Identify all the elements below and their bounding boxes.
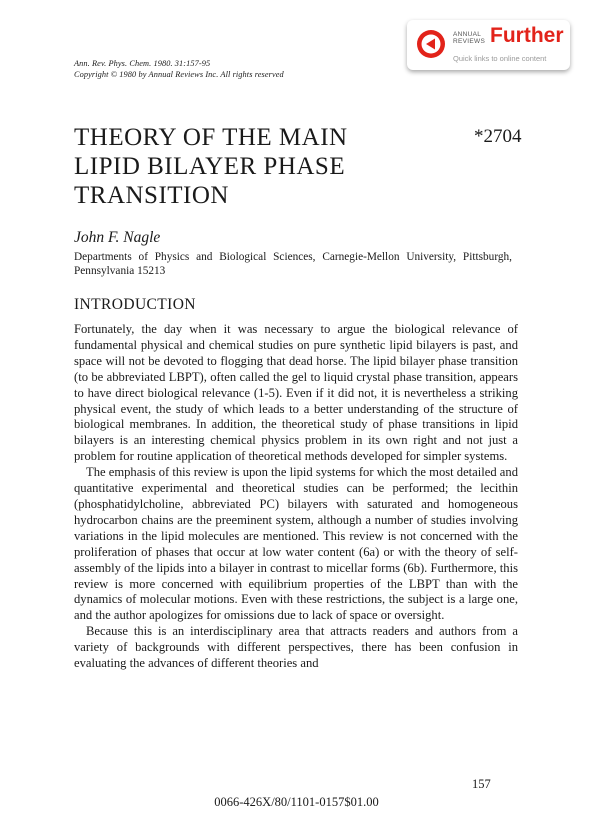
banner-subtitle: Quick links to online content (453, 54, 547, 63)
banner-reviews-label: REVIEWS (453, 38, 486, 45)
banner-annual-label: ANNUAL (453, 31, 482, 38)
citation-line-1: Ann. Rev. Phys. Chem. 1980. 31:157-95 (74, 59, 211, 68)
play-arrow-icon (416, 29, 446, 59)
banner-further-label: Further (490, 24, 564, 47)
journal-citation (74, 58, 284, 80)
author-affiliation: Departments of Physics and Biological Sciences, Carnegie-Mellon University, Pittsburgh, Pennsylvania 15213 (74, 251, 512, 277)
reference-number: *2704 (474, 126, 522, 147)
paragraph-3: Because this is an interdisciplinary area that attracts readers and authors from a variety of backgrounds with different perspectives, there has been confusion in evaluating the advances of different theories and (74, 624, 518, 671)
author-name: John F. Nagle (74, 229, 161, 246)
annual-reviews-further-banner[interactable] (407, 20, 570, 70)
footer-code: 0066-426X/80/1101-0157$01.00 (214, 795, 379, 809)
paragraph-1: Fortunately, the day when it was necessary to argue the biological relevance of fundamental physical and chemical studies on pure synthetic lipid bilayers is past, and space will not be devoted to flogging that dead horse. The lipid bilayer phase transition (to be abbreviated LBPT), often called the gel to liquid crystal phase transition, appears to have direct biological relevance (1-5). Even if it did not, it is nevertheless a striking physical event, the study of which leads to a better understanding of the structure of biological membranes. In addition, the theoretical study of phase transitions in lipid bilayers is an interesting chemical physics problem in its own right and not just a problem for routine application of theoretical methods developed for simpler systems. (74, 322, 518, 464)
article-title: THEORY OF THE MAIN LIPID BILAYER PHASE TRANSITION (74, 124, 348, 209)
section-heading: INTRODUCTION (74, 296, 196, 313)
article-body (74, 322, 518, 672)
citation-line-2: Copyright © 1980 by Annual Reviews Inc. All rights reserved (74, 70, 284, 79)
page-number: 157 (472, 777, 491, 791)
paragraph-2: The emphasis of this review is upon the lipid systems for which the most detailed and quantitative experimental and theoretical studies can be performed; the lecithin (phosphatidylcholine, abbreviated PC) bilayers with saturated and homogeneous hydrocarbon chains are the preeminent system, although a number of studies involving variations in the lipid molecules are mentioned. This review is not concerned with the proliferation of phases that occur at low water content (6a) or with the theory of self-assembly of the lipids into a bilayer in contrast to micellar forms (6b). Furthermore, this review is more concerned with equilibrium properties of the LBPT than with the dynamics of molecular motions. Even with these restrictions, the subject is a large one, and the author apologizes for omissions due to lack of space or oversight. (74, 465, 518, 623)
